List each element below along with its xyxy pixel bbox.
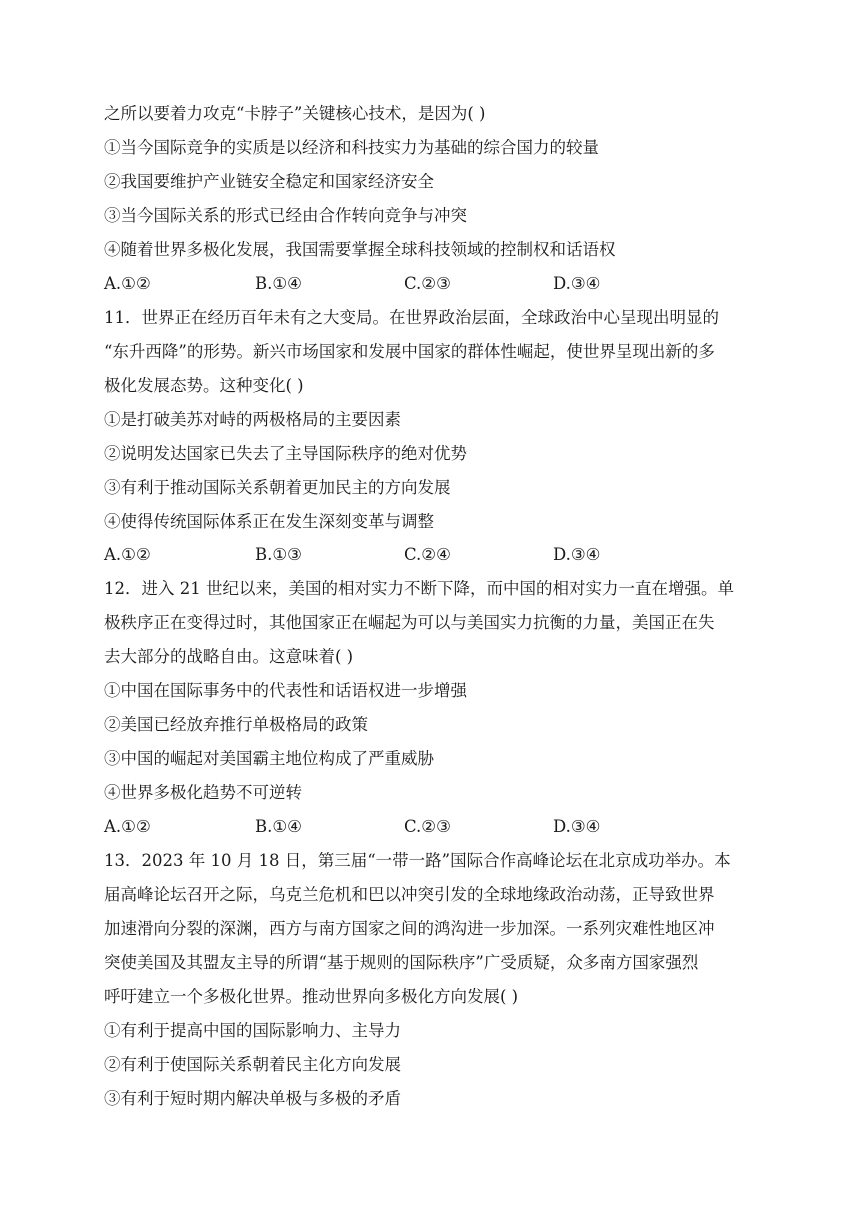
q11-option-d[interactable]: D.③④	[553, 545, 601, 564]
q12-option-b[interactable]: B.①④	[255, 817, 302, 836]
q11-stem-line-2: “东升西降”的形势。新兴市场国家和发展中国家的群体性崛起，使世界呈现出新的多	[104, 342, 715, 361]
q13-statement-2: ②有利于使国际关系朝着民主化方向发展	[104, 1055, 401, 1074]
q12-statement-4: ④世界多极化趋势不可逆转	[104, 783, 302, 802]
q10-option-b[interactable]: B.①④	[255, 274, 302, 293]
q11-option-c[interactable]: C.②④	[404, 545, 451, 564]
q10-option-d[interactable]: D.③④	[553, 274, 601, 293]
q11-statement-1: ①是打破美苏对峙的两极格局的主要因素	[104, 410, 401, 429]
q12-stem-line-2: 极秩序正在变得过时，其他国家正在崛起为可以与美国实力抗衡的力量，美国正在失	[104, 613, 715, 632]
q13-stem-line-3: 加速滑向分裂的深渊，西方与南方国家之间的鸿沟进一步加深。一系列灾难性地区冲	[104, 919, 715, 938]
q11-option-a[interactable]: A.①②	[104, 545, 151, 564]
q13-stem-line-1: 13．2023 年 10 月 18 日，第三届“一带一路”国际合作高峰论坛在北京成功举办。本	[104, 851, 731, 870]
q12-stem-line-3: 去大部分的战略自由。这意味着( )	[104, 647, 354, 666]
q12-option-a[interactable]: A.①②	[104, 817, 151, 836]
q12-statement-1: ①中国在国际事务中的代表性和话语权进一步增强	[104, 681, 467, 700]
q10-statement-3: ③当今国际关系的形式已经由合作转向竞争与冲突	[104, 206, 467, 225]
q10-statement-2: ②我国要维护产业链安全稳定和国家经济安全	[104, 172, 434, 191]
q12-option-c[interactable]: C.②③	[404, 817, 451, 836]
q10-statement-4: ④随着世界多极化发展，我国需要掌握全球科技领域的控制权和话语权	[104, 240, 616, 259]
q10-stem-tail: 之所以要着力攻克“卡脖子”关键核心技术，是因为( )	[104, 104, 486, 123]
q11-stem-line-3: 极化发展态势。这种变化( )	[104, 376, 304, 395]
q10-statement-1: ①当今国际竞争的实质是以经济和科技实力为基础的综合国力的较量	[104, 138, 599, 157]
q11-statement-3: ③有利于推动国际关系朝着更加民主的方向发展	[104, 478, 451, 497]
q11-statement-2: ②说明发达国家已失去了主导国际秩序的绝对优势	[104, 444, 467, 463]
q11-statement-4: ④使得传统国际体系正在发生深刻变革与调整	[104, 512, 434, 531]
q10-option-c[interactable]: C.②③	[404, 274, 451, 293]
q13-statement-3: ③有利于短时期内解决单极与多极的矛盾	[104, 1089, 401, 1108]
q13-statement-1: ①有利于提高中国的国际影响力、主导力	[104, 1021, 401, 1040]
q11-option-b[interactable]: B.①③	[255, 545, 302, 564]
q12-stem-line-1: 12．进入 21 世纪以来，美国的相对实力不断下降，而中国的相对实力一直在增强。单	[104, 579, 734, 598]
q12-statement-2: ②美国已经放弃推行单极格局的政策	[104, 715, 368, 734]
q12-statement-3: ③中国的崛起对美国霸主地位构成了严重威胁	[104, 749, 434, 768]
q12-option-d[interactable]: D.③④	[553, 817, 601, 836]
q10-option-a[interactable]: A.①②	[104, 274, 151, 293]
q13-stem-line-2: 届高峰论坛召开之际，乌克兰危机和巴以冲突引发的全球地缘政治动荡，正导致世界	[104, 885, 715, 904]
q13-stem-line-5: 呼吁建立一个多极化世界。推动世界向多极化方向发展( )	[104, 987, 519, 1006]
q13-stem-line-4: 突使美国及其盟友主导的所谓“基于规则的国际秩序”广受质疑，众多南方国家强烈	[104, 953, 699, 972]
q11-stem-line-1: 11．世界正在经历百年未有之大变局。在世界政治层面，全球政治中心呈现出明显的	[104, 308, 719, 327]
